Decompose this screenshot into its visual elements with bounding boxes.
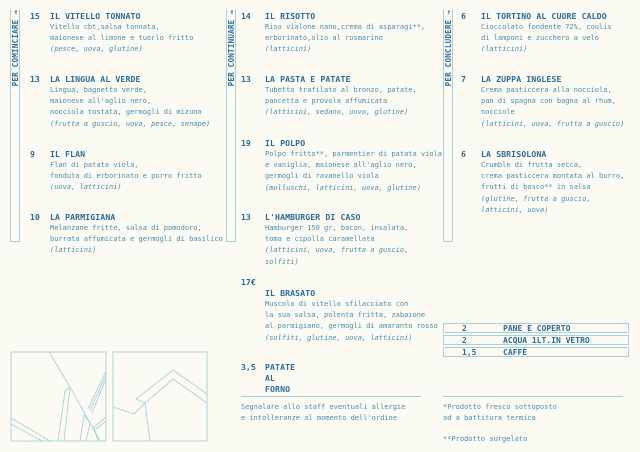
extra-price: 2 [462,324,467,333]
divider [443,396,623,397]
divider [241,396,421,397]
architecture-illustration-left [10,351,107,442]
item-description: al parmigiano, germogli di amaranto rosso [265,322,438,331]
item-name: LA PARMIGIANA [50,212,116,222]
item-description: Lingua, bagnetto verde, [50,86,147,94]
item-description: frutti di bosco** in salsa [481,183,591,192]
item-name: PATATE AL FORNO [265,362,296,394]
item-description: e vaniglia, maionese all'aglio nero, [265,161,417,170]
item-description: fonduta di erborinato e porro fritto [50,172,202,181]
item-price: 6 [461,11,466,21]
item-name: LA ZUPPA INGLESE [481,74,562,84]
item-allergens: (latticini, uova, frutta a guscio) [481,119,625,128]
extra-name: ACQUA 1LT.IN VETRO [503,336,590,345]
section-label: PER CONCLUDERE → [443,10,453,87]
item-allergens: (glutine, frutta a guscio, [481,194,591,203]
note-line: ad a battitura termica [443,414,536,422]
item-description: Vitello cbt,salsa tonnata, [50,23,160,31]
item-description: erborinato,olio al rosmarino [265,34,384,43]
item-description: maionese all'aglio nero, [50,97,152,106]
item-allergens: (latticini) [50,246,97,255]
item-name: IL TORTINO AL CUORE CALDO [481,11,607,21]
item-allergens: (frutta a guscio, uova, pesce, senape) [50,119,211,128]
section-frame-mains [226,10,236,242]
item-description: crema pasticcera montata al burro, [481,172,625,181]
extra-price: 1,5 [462,348,477,357]
item-allergens: latticini, uova) [481,205,549,214]
item-price: 13 [241,212,251,222]
item-description: Tubetto trafilato al bronzo, patate, [265,86,417,94]
extra-row [443,347,629,357]
note-line: e intolleranze al momento dell'ordine [241,414,397,422]
extra-row [443,335,629,345]
section-frame-desserts [443,10,453,242]
item-price: 13 [241,74,251,84]
item-price: 14 [241,11,251,21]
item-allergens: solfiti) [265,257,299,266]
item-name: IL BRASATO [265,288,316,298]
item-name: IL FLAN [50,149,86,159]
section-label: PER COMINCIARE → [10,10,20,87]
item-description: di lamponi e zucchero a velo [481,34,600,43]
item-name: LA LINGUA AL VERDE [50,74,141,84]
item-description: burrata affumicata e germogli di basilico [50,235,223,244]
item-price: 3,5 [241,362,256,372]
item-description: toma e cipolla caramellata [265,235,375,244]
item-description: germogli di ravanello viola [265,172,379,181]
item-description: Muscolo di vitello sfilacciato con [265,300,409,308]
item-description: Flan di patata viola, [50,161,139,169]
item-description: Melanzane fritte, salsa di pomodoro, [50,224,202,232]
section-label: PER CONTINUARE → [226,10,236,87]
section-frame-starters [10,10,20,242]
extra-price: 2 [462,336,467,345]
item-name: LA PASTA E PATATE [265,74,351,84]
item-name: IL VITELLO TONNATO [50,11,141,21]
extra-name: PANE E COPERTO [503,324,571,333]
item-allergens: (uova, latticini) [50,183,122,192]
item-description: Polpo fritto**, parmentier di patata viola [265,150,443,158]
allergy-note [241,402,405,424]
item-allergens: (solfiti, glutine, uova, latticini) [265,333,413,342]
item-allergens: (latticini) [265,45,312,54]
item-description: Hamburger 150 gr, bacon, insalata, [265,224,409,232]
architecture-illustration-right [112,351,208,442]
item-description: Cioccolato fondente 72%, coulis [481,23,612,31]
item-description: Riso vialone nano,crema di asparagi**, [265,23,426,31]
note-line: *Prodotto fresco sottoposto [443,403,557,411]
item-price: 9 [30,149,35,159]
item-description: nocciole [481,108,515,117]
item-allergens: (molluschi, latticini, uova, glutine) [265,183,421,192]
item-description: maionese al limone e tuorlo fritto [50,34,194,43]
note-line: Segnalare allo staff eventuali allergie [241,403,406,411]
item-name: IL POLPO [265,138,306,148]
item-allergens: (latticini, sedano, uovo, glutine) [265,108,409,117]
frozen-note: **Prodotto surgelato [443,435,528,443]
fresh-note [443,402,557,424]
item-price: 19 [241,138,251,148]
item-price: 17€ [241,277,256,287]
item-description: Crumble di frutta secca, [481,161,583,169]
item-name: LA SBRISOLONA [481,149,547,159]
item-description: nocciola tostata, germogli di mizuna [50,108,202,117]
extra-name: CAFFÈ [503,348,528,357]
item-price: 13 [30,74,40,84]
extra-row [443,323,629,333]
item-allergens: (pesce, uova, glutine) [50,45,143,54]
item-description: Crema pasticcera alla nocciola, [481,86,612,94]
item-name: IL RISOTTO [265,11,316,21]
item-name: L'HAMBURGER DI CASO [265,212,361,222]
item-price: 7 [461,74,466,84]
item-allergens: (latticini) [481,45,528,54]
item-description: pancetta e provola affumicata [265,97,388,106]
item-price: 10 [30,212,40,222]
item-price: 6 [461,149,466,159]
item-allergens: (latticini, uova, frutta a guscio, [265,246,409,255]
item-price: 15 [30,11,40,21]
item-description: pan di spagna con bagna al rhum, [481,97,616,106]
item-description: la sua salsa, polenta fritta, zabaione [265,311,426,320]
